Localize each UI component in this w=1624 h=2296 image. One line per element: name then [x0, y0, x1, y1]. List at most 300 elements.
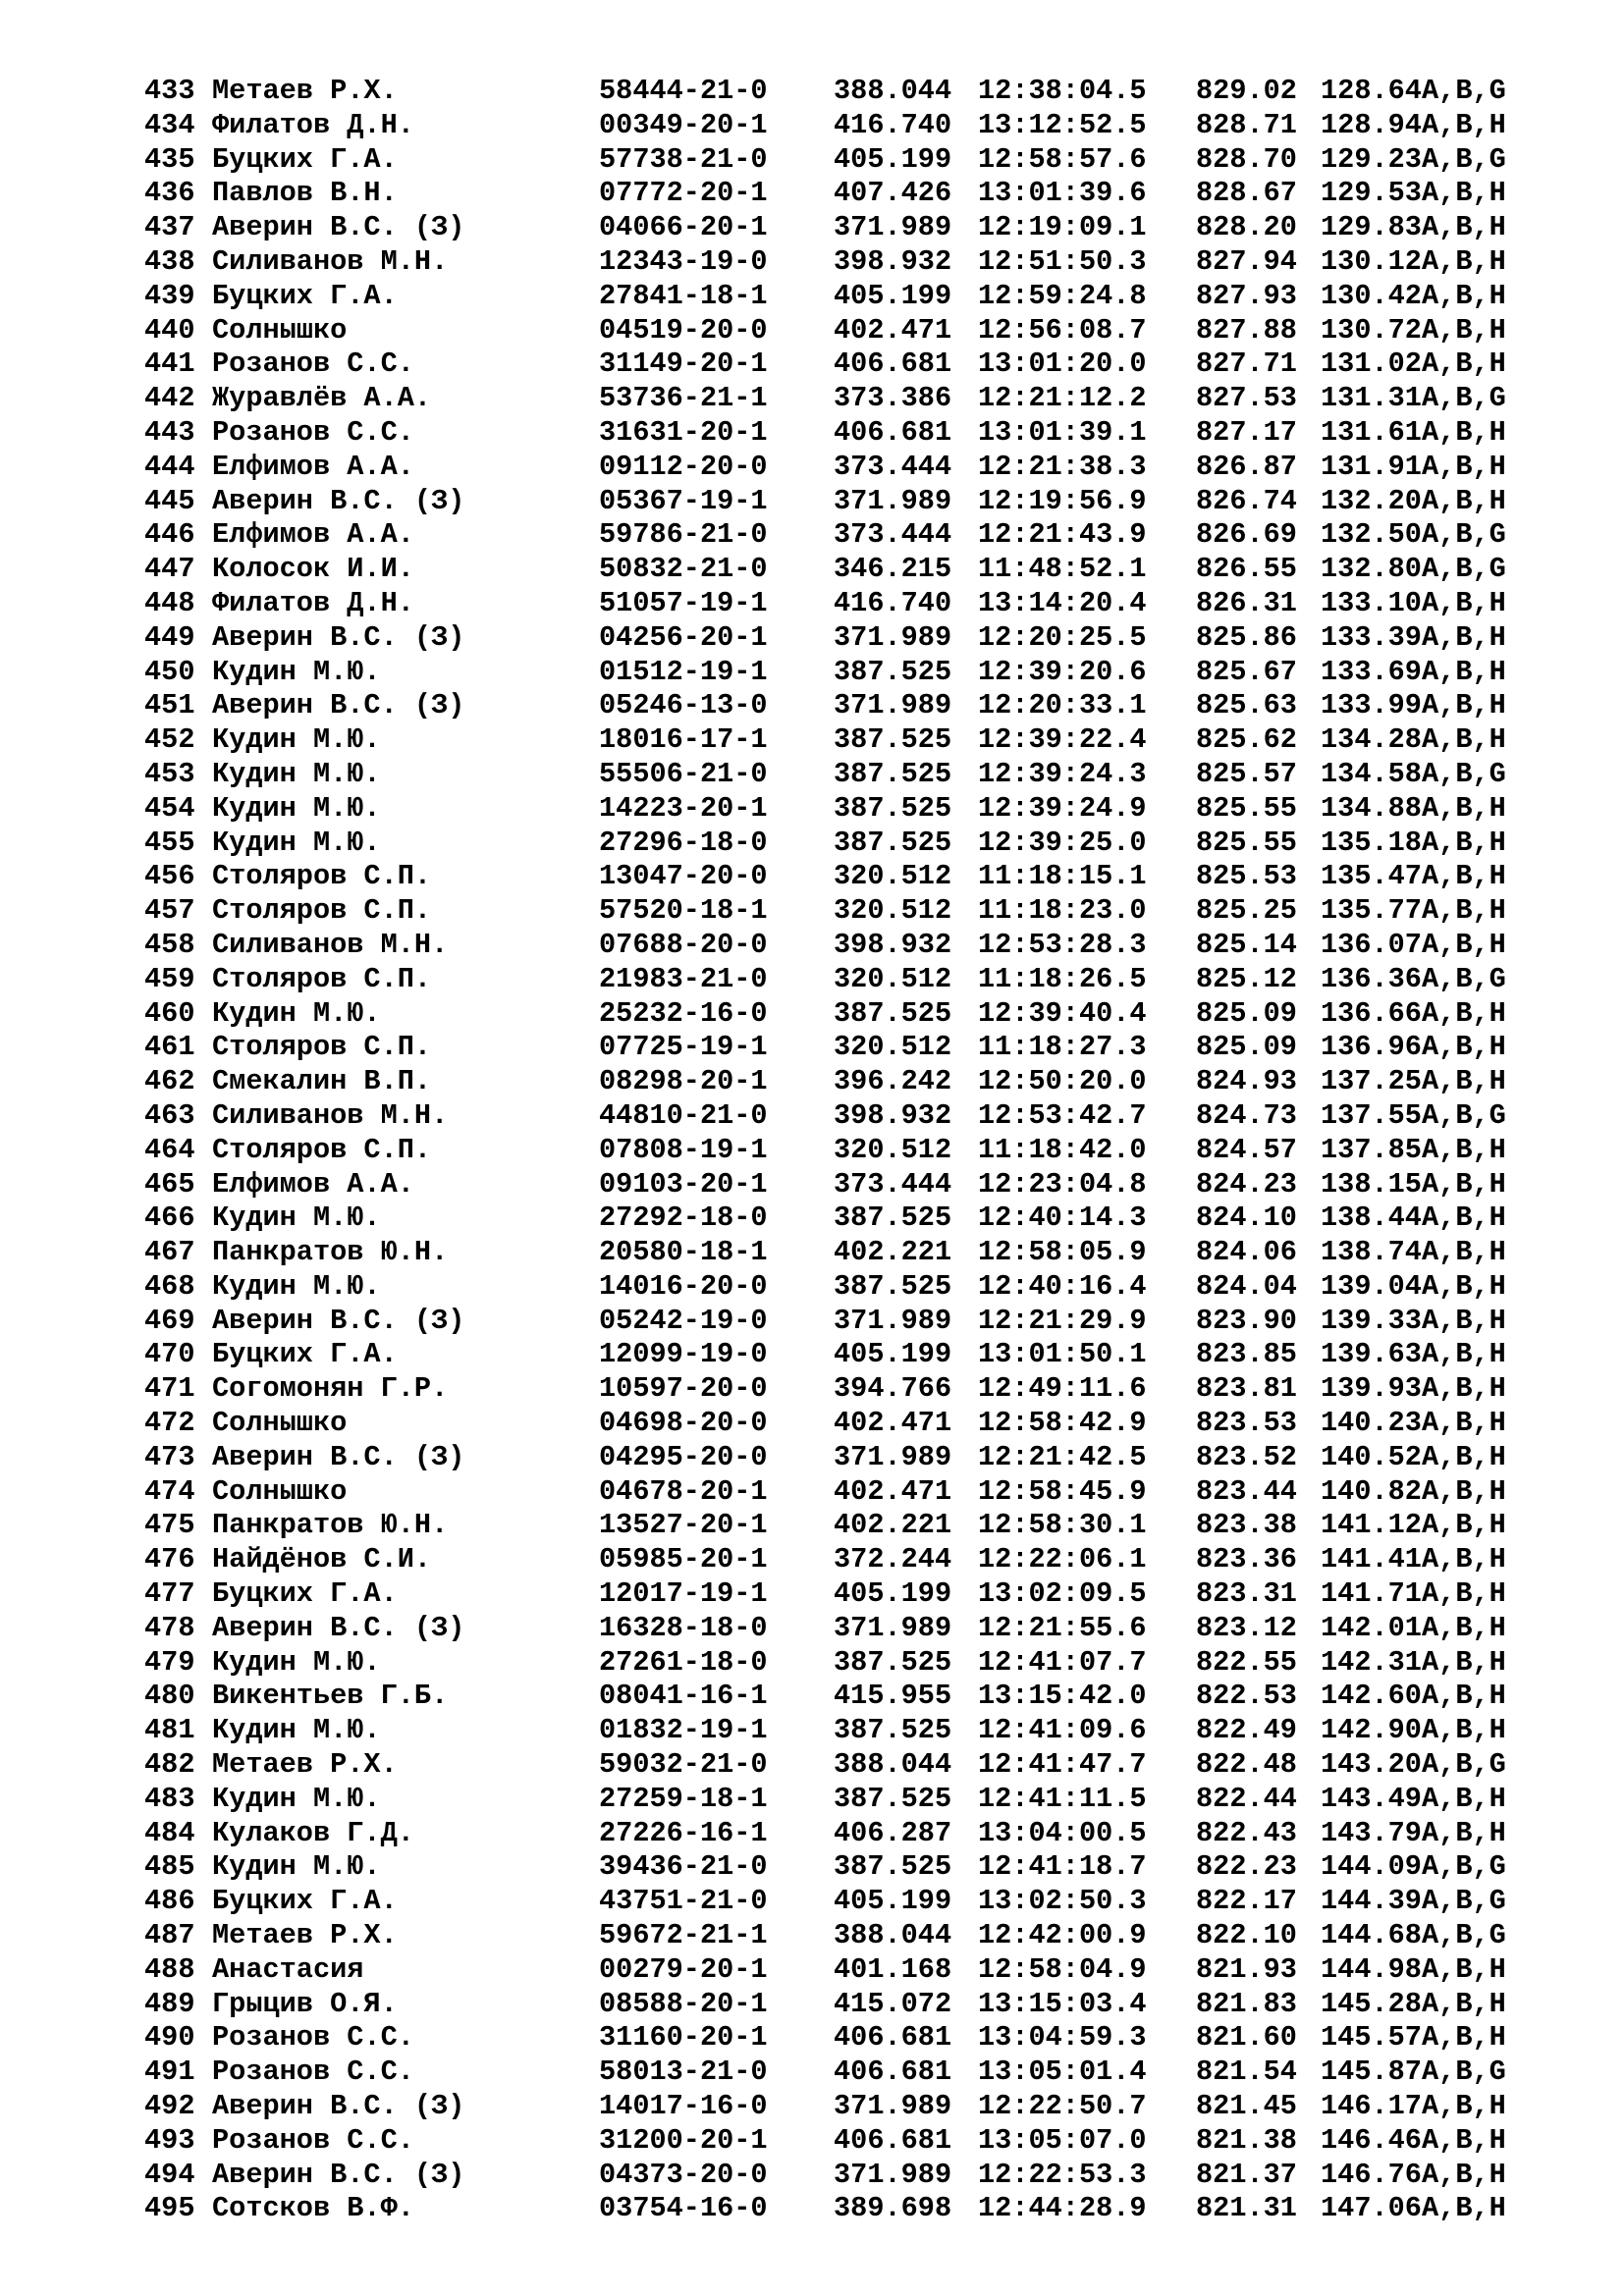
place-cell: 434	[144, 108, 195, 141]
table-row	[144, 656, 1530, 690]
category-cell: A,B,H	[1422, 2090, 1506, 2123]
coefficient-cell: 138.44	[1321, 1201, 1422, 1235]
speed-cell: 823.12	[1196, 1611, 1297, 1644]
table-row	[144, 621, 1530, 656]
ring-number-cell: 27292-18-0	[599, 1201, 768, 1235]
distance-cell: 373.444	[834, 518, 952, 552]
table-row	[144, 723, 1530, 758]
category-cell: A,B,H	[1422, 996, 1506, 1030]
ring-number-cell: 31200-20-1	[599, 2123, 768, 2157]
name-cell: Буцких Г.А.	[212, 1577, 398, 1611]
name-cell: Солнышко	[212, 313, 348, 347]
ring-number-cell: 18016-17-1	[599, 723, 768, 757]
category-cell: A,B,G	[1422, 2056, 1506, 2089]
name-cell: Панкратов Ю.Н.	[212, 1509, 449, 1542]
place-cell: 487	[144, 1919, 195, 1952]
ring-number-cell: 27261-18-0	[599, 1645, 768, 1679]
arrival-time-cell: 13:01:39.1	[978, 415, 1147, 449]
ring-number-cell: 31160-20-1	[599, 2021, 768, 2055]
ring-number-cell: 08041-16-1	[599, 1680, 768, 1713]
speed-cell: 825.62	[1196, 723, 1297, 757]
distance-cell: 387.525	[834, 826, 952, 859]
distance-cell: 402.471	[834, 313, 952, 347]
table-row	[144, 1680, 1530, 1714]
ring-number-cell: 57520-18-1	[599, 894, 768, 928]
speed-cell: 825.57	[1196, 757, 1297, 790]
speed-cell: 825.55	[1196, 826, 1297, 859]
arrival-time-cell: 12:58:30.1	[978, 1509, 1147, 1542]
coefficient-cell: 133.99	[1321, 689, 1422, 722]
place-cell: 458	[144, 928, 195, 961]
distance-cell: 373.386	[834, 382, 952, 415]
speed-cell: 823.38	[1196, 1509, 1297, 1542]
ring-number-cell: 27259-18-1	[599, 1782, 768, 1815]
distance-cell: 406.681	[834, 2123, 952, 2157]
category-cell: A,B,H	[1422, 1987, 1506, 2020]
coefficient-cell: 138.74	[1321, 1236, 1422, 1269]
arrival-time-cell: 12:39:22.4	[978, 723, 1147, 757]
name-cell: Метаев Р.Х.	[212, 1919, 398, 1952]
name-cell: Аверин В.С. (З)	[212, 2158, 465, 2191]
coefficient-cell: 141.41	[1321, 1543, 1422, 1576]
coefficient-cell: 144.68	[1321, 1919, 1422, 1952]
arrival-time-cell: 13:15:42.0	[978, 1680, 1147, 1713]
ring-number-cell: 43751-21-0	[599, 1885, 768, 1918]
category-cell: A,B,H	[1422, 177, 1506, 210]
ring-number-cell: 14017-16-0	[599, 2090, 768, 2123]
distance-cell: 371.989	[834, 211, 952, 244]
arrival-time-cell: 12:41:09.6	[978, 1714, 1147, 1747]
ring-number-cell: 20580-18-1	[599, 1236, 768, 1269]
speed-cell: 828.67	[1196, 177, 1297, 210]
category-cell: A,B,H	[1422, 1680, 1506, 1713]
coefficient-cell: 133.10	[1321, 586, 1422, 619]
arrival-time-cell: 12:39:20.6	[978, 655, 1147, 688]
ring-number-cell: 44810-21-0	[599, 1098, 768, 1132]
table-row	[144, 280, 1530, 314]
category-cell: A,B,H	[1422, 1304, 1506, 1337]
category-cell: A,B,H	[1422, 484, 1506, 517]
category-cell: A,B,G	[1422, 1850, 1506, 1884]
category-cell: A,B,G	[1422, 1098, 1506, 1132]
distance-cell: 405.199	[834, 1338, 952, 1371]
distance-cell: 387.525	[834, 1850, 952, 1884]
speed-cell: 822.49	[1196, 1714, 1297, 1747]
speed-cell: 828.70	[1196, 142, 1297, 176]
arrival-time-cell: 13:12:52.5	[978, 108, 1147, 141]
name-cell: Кудин М.Ю.	[212, 996, 381, 1030]
name-cell: Грыцив О.Я.	[212, 1987, 398, 2020]
place-cell: 442	[144, 382, 195, 415]
ring-number-cell: 50832-21-0	[599, 553, 768, 586]
place-cell: 462	[144, 1065, 195, 1098]
place-cell: 477	[144, 1577, 195, 1611]
table-row	[144, 1031, 1530, 1065]
place-cell: 438	[144, 244, 195, 278]
speed-cell: 825.67	[1196, 655, 1297, 688]
category-cell: A,B,G	[1422, 1919, 1506, 1952]
speed-cell: 822.55	[1196, 1645, 1297, 1679]
coefficient-cell: 128.64	[1321, 75, 1422, 107]
speed-cell: 827.88	[1196, 313, 1297, 347]
speed-cell: 824.06	[1196, 1236, 1297, 1269]
arrival-time-cell: 12:40:14.3	[978, 1201, 1147, 1235]
coefficient-cell: 141.12	[1321, 1509, 1422, 1542]
table-row	[144, 689, 1530, 723]
table-row	[144, 2056, 1530, 2090]
speed-cell: 827.71	[1196, 347, 1297, 381]
speed-cell: 824.93	[1196, 1065, 1297, 1098]
place-cell: 448	[144, 586, 195, 619]
place-cell: 470	[144, 1338, 195, 1371]
ring-number-cell: 12017-19-1	[599, 1577, 768, 1611]
distance-cell: 371.989	[834, 1440, 952, 1473]
distance-cell: 406.681	[834, 2021, 952, 2055]
name-cell: Розанов С.С.	[212, 2123, 414, 2157]
name-cell: Кудин М.Ю.	[212, 1269, 381, 1303]
coefficient-cell: 142.01	[1321, 1611, 1422, 1644]
name-cell: Аверин В.С. (З)	[212, 1440, 465, 1473]
distance-cell: 387.525	[834, 1201, 952, 1235]
ring-number-cell: 04295-20-0	[599, 1440, 768, 1473]
table-row	[144, 1885, 1530, 1919]
place-cell: 461	[144, 1031, 195, 1064]
name-cell: Аверин В.С. (З)	[212, 484, 465, 517]
coefficient-cell: 137.25	[1321, 1065, 1422, 1098]
ring-number-cell: 05246-13-0	[599, 689, 768, 722]
coefficient-cell: 129.23	[1321, 142, 1422, 176]
table-row	[144, 1338, 1530, 1372]
name-cell: Аверин В.С. (З)	[212, 1611, 465, 1644]
name-cell: Сотсков В.Ф.	[212, 2192, 414, 2225]
ring-number-cell: 00349-20-1	[599, 108, 768, 141]
ring-number-cell: 03754-16-0	[599, 2192, 768, 2225]
place-cell: 485	[144, 1850, 195, 1884]
category-cell: A,B,H	[1422, 347, 1506, 381]
distance-cell: 405.199	[834, 1577, 952, 1611]
speed-cell: 826.31	[1196, 586, 1297, 619]
arrival-time-cell: 13:01:20.0	[978, 347, 1147, 381]
table-row	[144, 758, 1530, 792]
place-cell: 490	[144, 2021, 195, 2055]
ring-number-cell: 05242-19-0	[599, 1304, 768, 1337]
table-row	[144, 143, 1530, 178]
place-cell: 483	[144, 1782, 195, 1815]
distance-cell: 320.512	[834, 962, 952, 995]
ring-number-cell: 01832-19-1	[599, 1714, 768, 1747]
category-cell: A,B,H	[1422, 1338, 1506, 1371]
name-cell: Солнышко	[212, 1407, 348, 1440]
ring-number-cell: 27226-16-1	[599, 1816, 768, 1849]
arrival-time-cell: 11:18:15.1	[978, 860, 1147, 893]
speed-cell: 829.02	[1196, 75, 1297, 107]
table-row	[144, 963, 1530, 997]
table-row	[144, 2124, 1530, 2159]
distance-cell: 389.698	[834, 2192, 952, 2225]
distance-cell: 402.221	[834, 1509, 952, 1542]
distance-cell: 405.199	[834, 1885, 952, 1918]
category-cell: A,B,H	[1422, 450, 1506, 483]
speed-cell: 821.37	[1196, 2158, 1297, 2191]
category-cell: A,B,H	[1422, 1714, 1506, 1747]
coefficient-cell: 133.39	[1321, 620, 1422, 654]
category-cell: A,B,H	[1422, 1645, 1506, 1679]
name-cell: Найдёнов С.И.	[212, 1543, 432, 1576]
table-row	[144, 1509, 1530, 1543]
category-cell: A,B,G	[1422, 382, 1506, 415]
table-row	[144, 1953, 1530, 1988]
speed-cell: 827.53	[1196, 382, 1297, 415]
table-row	[144, 2192, 1530, 2226]
table-row	[144, 1134, 1530, 1168]
ring-number-cell: 07808-19-1	[599, 1133, 768, 1166]
coefficient-cell: 146.46	[1321, 2123, 1422, 2157]
ring-number-cell: 27841-18-1	[599, 279, 768, 312]
place-cell: 479	[144, 1645, 195, 1679]
category-cell: A,B,H	[1422, 1167, 1506, 1201]
place-cell: 443	[144, 415, 195, 449]
name-cell: Согомонян Г.Р.	[212, 1372, 449, 1406]
speed-cell: 825.86	[1196, 620, 1297, 654]
speed-cell: 821.60	[1196, 2021, 1297, 2055]
place-cell: 474	[144, 1474, 195, 1508]
category-cell: A,B,H	[1422, 279, 1506, 312]
speed-cell: 823.81	[1196, 1372, 1297, 1406]
distance-cell: 320.512	[834, 1133, 952, 1166]
arrival-time-cell: 13:05:07.0	[978, 2123, 1147, 2157]
ring-number-cell: 14016-20-0	[599, 1269, 768, 1303]
name-cell: Кудин М.Ю.	[212, 1645, 381, 1679]
speed-cell: 821.38	[1196, 2123, 1297, 2157]
speed-cell: 823.36	[1196, 1543, 1297, 1576]
category-cell: A,B,H	[1422, 620, 1506, 654]
arrival-time-cell: 12:41:11.5	[978, 1782, 1147, 1815]
category-cell: A,B,G	[1422, 553, 1506, 586]
place-cell: 460	[144, 996, 195, 1030]
arrival-time-cell: 12:50:20.0	[978, 1065, 1147, 1098]
name-cell: Розанов С.С.	[212, 2021, 414, 2055]
table-row	[144, 1988, 1530, 2022]
distance-cell: 371.989	[834, 2158, 952, 2191]
distance-cell: 416.740	[834, 586, 952, 619]
table-row	[144, 1372, 1530, 1407]
speed-cell: 823.31	[1196, 1577, 1297, 1611]
coefficient-cell: 141.71	[1321, 1577, 1422, 1611]
distance-cell: 371.989	[834, 484, 952, 517]
category-cell: A,B,H	[1422, 586, 1506, 619]
arrival-time-cell: 12:53:28.3	[978, 928, 1147, 961]
arrival-time-cell: 13:04:00.5	[978, 1816, 1147, 1849]
speed-cell: 825.14	[1196, 928, 1297, 961]
category-cell: A,B,H	[1422, 1952, 1506, 1986]
ring-number-cell: 12099-19-0	[599, 1338, 768, 1371]
ring-number-cell: 25232-16-0	[599, 996, 768, 1030]
speed-cell: 826.55	[1196, 553, 1297, 586]
coefficient-cell: 130.12	[1321, 244, 1422, 278]
name-cell: Столяров С.П.	[212, 1133, 432, 1166]
coefficient-cell: 136.36	[1321, 962, 1422, 995]
table-row	[144, 860, 1530, 894]
name-cell: Кудин М.Ю.	[212, 655, 381, 688]
category-cell: A,B,G	[1422, 142, 1506, 176]
arrival-time-cell: 12:39:24.3	[978, 757, 1147, 790]
table-row	[144, 314, 1530, 348]
arrival-time-cell: 12:21:29.9	[978, 1304, 1147, 1337]
coefficient-cell: 136.07	[1321, 928, 1422, 961]
place-cell: 469	[144, 1304, 195, 1337]
arrival-time-cell: 12:21:38.3	[978, 450, 1147, 483]
speed-cell: 825.09	[1196, 1031, 1297, 1064]
table-row	[144, 1099, 1530, 1134]
coefficient-cell: 140.52	[1321, 1440, 1422, 1473]
place-cell: 494	[144, 2158, 195, 2191]
table-row	[144, 2090, 1530, 2124]
table-row	[144, 177, 1530, 211]
distance-cell: 346.215	[834, 553, 952, 586]
name-cell: Буцких Г.А.	[212, 1338, 398, 1371]
place-cell: 491	[144, 2056, 195, 2089]
speed-cell: 825.12	[1196, 962, 1297, 995]
speed-cell: 824.10	[1196, 1201, 1297, 1235]
category-cell: A,B,H	[1422, 1440, 1506, 1473]
coefficient-cell: 130.42	[1321, 279, 1422, 312]
arrival-time-cell: 13:15:03.4	[978, 1987, 1147, 2020]
category-cell: A,B,H	[1422, 313, 1506, 347]
arrival-time-cell: 12:59:24.8	[978, 279, 1147, 312]
speed-cell: 822.53	[1196, 1680, 1297, 1713]
arrival-time-cell: 12:39:25.0	[978, 826, 1147, 859]
coefficient-cell: 143.20	[1321, 1748, 1422, 1782]
distance-cell: 320.512	[834, 1031, 952, 1064]
category-cell: A,B,H	[1422, 1201, 1506, 1235]
name-cell: Солнышко	[212, 1474, 348, 1508]
place-cell: 495	[144, 2192, 195, 2225]
table-row	[144, 518, 1530, 553]
table-row	[144, 451, 1530, 485]
ring-number-cell: 59032-21-0	[599, 1748, 768, 1782]
ring-number-cell: 04519-20-0	[599, 313, 768, 347]
distance-cell: 387.525	[834, 757, 952, 790]
ring-number-cell: 09112-20-0	[599, 450, 768, 483]
place-cell: 476	[144, 1543, 195, 1576]
place-cell: 486	[144, 1885, 195, 1918]
coefficient-cell: 134.88	[1321, 791, 1422, 825]
category-cell: A,B,H	[1422, 108, 1506, 141]
place-cell: 452	[144, 723, 195, 757]
category-cell: A,B,H	[1422, 723, 1506, 757]
place-cell: 447	[144, 553, 195, 586]
table-row	[144, 587, 1530, 621]
speed-cell: 826.87	[1196, 450, 1297, 483]
coefficient-cell: 137.85	[1321, 1133, 1422, 1166]
coefficient-cell: 144.39	[1321, 1885, 1422, 1918]
arrival-time-cell: 12:22:53.3	[978, 2158, 1147, 2191]
category-cell: A,B,H	[1422, 791, 1506, 825]
speed-cell: 827.17	[1196, 415, 1297, 449]
coefficient-cell: 136.66	[1321, 996, 1422, 1030]
arrival-time-cell: 12:21:42.5	[978, 1440, 1147, 1473]
coefficient-cell: 132.80	[1321, 553, 1422, 586]
distance-cell: 398.932	[834, 244, 952, 278]
distance-cell: 387.525	[834, 791, 952, 825]
speed-cell: 828.20	[1196, 211, 1297, 244]
distance-cell: 387.525	[834, 723, 952, 757]
arrival-time-cell: 12:42:00.9	[978, 1919, 1147, 1952]
table-row	[144, 553, 1530, 587]
table-row	[144, 1441, 1530, 1475]
ring-number-cell: 51057-19-1	[599, 586, 768, 619]
distance-cell: 402.471	[834, 1407, 952, 1440]
distance-cell: 387.525	[834, 1714, 952, 1747]
coefficient-cell: 144.09	[1321, 1850, 1422, 1884]
arrival-time-cell: 12:38:04.5	[978, 75, 1147, 107]
distance-cell: 388.044	[834, 1919, 952, 1952]
place-cell: 451	[144, 689, 195, 722]
ring-number-cell: 14223-20-1	[599, 791, 768, 825]
place-cell: 489	[144, 1987, 195, 2020]
table-row	[144, 211, 1530, 245]
ring-number-cell: 08588-20-1	[599, 1987, 768, 2020]
place-cell: 456	[144, 860, 195, 893]
ring-number-cell: 13047-20-0	[599, 860, 768, 893]
place-cell: 475	[144, 1509, 195, 1542]
distance-cell: 373.444	[834, 1167, 952, 1201]
category-cell: A,B,H	[1422, 2123, 1506, 2157]
arrival-time-cell: 11:48:52.1	[978, 553, 1147, 586]
arrival-time-cell: 12:53:42.7	[978, 1098, 1147, 1132]
distance-cell: 388.044	[834, 75, 952, 107]
ring-number-cell: 04256-20-1	[599, 620, 768, 654]
name-cell: Панкратов Ю.Н.	[212, 1236, 449, 1269]
arrival-time-cell: 12:39:24.9	[978, 791, 1147, 825]
category-cell: A,B,H	[1422, 689, 1506, 722]
table-row	[144, 245, 1530, 280]
name-cell: Елфимов А.А.	[212, 1167, 414, 1201]
category-cell: A,B,H	[1422, 2021, 1506, 2055]
place-cell: 446	[144, 518, 195, 552]
coefficient-cell: 135.47	[1321, 860, 1422, 893]
speed-cell: 821.31	[1196, 2192, 1297, 2225]
place-cell: 440	[144, 313, 195, 347]
ring-number-cell: 21983-21-0	[599, 962, 768, 995]
category-cell: A,B,H	[1422, 1269, 1506, 1303]
place-cell: 478	[144, 1611, 195, 1644]
category-cell: A,B,H	[1422, 211, 1506, 244]
speed-cell: 821.54	[1196, 2056, 1297, 2089]
place-cell: 455	[144, 826, 195, 859]
ring-number-cell: 39436-21-0	[599, 1850, 768, 1884]
category-cell: A,B,H	[1422, 1611, 1506, 1644]
distance-cell: 371.989	[834, 689, 952, 722]
ring-number-cell: 57738-21-0	[599, 142, 768, 176]
arrival-time-cell: 12:58:45.9	[978, 1474, 1147, 1508]
place-cell: 492	[144, 2090, 195, 2123]
name-cell: Аверин В.С. (З)	[212, 620, 465, 654]
ring-number-cell: 31631-20-1	[599, 415, 768, 449]
distance-cell: 407.426	[834, 177, 952, 210]
ring-number-cell: 10597-20-0	[599, 1372, 768, 1406]
ring-number-cell: 04678-20-1	[599, 1474, 768, 1508]
arrival-time-cell: 11:18:23.0	[978, 894, 1147, 928]
name-cell: Филатов Д.Н.	[212, 586, 414, 619]
place-cell: 488	[144, 1952, 195, 1986]
name-cell: Анастасия	[212, 1952, 364, 1986]
place-cell: 457	[144, 894, 195, 928]
arrival-time-cell: 12:22:50.7	[978, 2090, 1147, 2123]
table-row	[144, 792, 1530, 827]
coefficient-cell: 129.53	[1321, 177, 1422, 210]
speed-cell: 824.04	[1196, 1269, 1297, 1303]
